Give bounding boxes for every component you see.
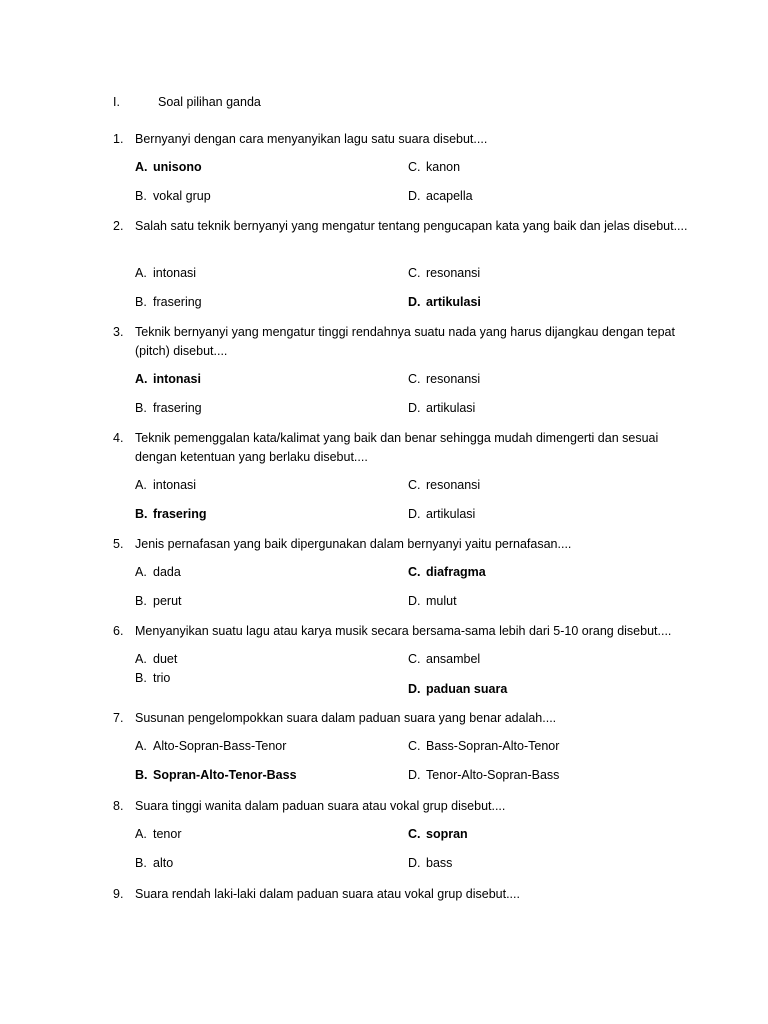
question-number: 6.: [113, 624, 124, 638]
option-b-q4: [135, 505, 207, 523]
option-text: acapella: [426, 189, 473, 203]
option-letter: B.: [135, 189, 147, 203]
option-text: paduan suara: [426, 682, 508, 696]
question-number: 5.: [113, 537, 124, 551]
option-text: frasering: [153, 401, 202, 415]
option-c-q5: [408, 563, 486, 581]
option-b-q1: [135, 187, 211, 205]
option-letter: C.: [408, 266, 421, 280]
option-text: Alto-Sopran-Bass-Tenor: [153, 739, 287, 753]
option-letter: C.: [408, 372, 421, 386]
section-title: Soal pilihan ganda: [158, 95, 261, 109]
option-text: Sopran-Alto-Tenor-Bass: [153, 768, 297, 782]
option-letter: C.: [408, 478, 421, 492]
question-text: Menyanyikan suatu lagu atau karya musik secara bersama-sama lebih dari 5-10 orang disebut....: [135, 624, 672, 638]
option-text: artikulasi: [426, 507, 476, 521]
option-letter: C.: [408, 652, 421, 666]
option-letter: B.: [135, 295, 147, 309]
option-text: unisono: [153, 160, 202, 174]
question-number: 1.: [113, 132, 124, 146]
option-text: resonansi: [426, 478, 481, 492]
option-c-q7: [408, 737, 559, 755]
option-b-q8: [135, 854, 173, 872]
option-letter: B.: [135, 768, 148, 782]
option-b-q3: [135, 399, 202, 417]
option-text: bass: [426, 856, 453, 870]
question-text: Susunan pengelompokkan suara dalam paduan suara yang benar adalah....: [135, 711, 557, 725]
option-c-q3: [408, 370, 480, 388]
option-letter: D.: [408, 856, 421, 870]
option-text: Tenor-Alto-Sopran-Bass: [426, 768, 560, 782]
option-letter: D.: [408, 768, 421, 782]
option-c-q4: [408, 476, 480, 494]
option-letter: C.: [408, 827, 421, 841]
option-letter: A.: [135, 266, 147, 280]
option-d-q2: [408, 293, 481, 311]
option-letter: B.: [135, 507, 148, 521]
question-text: Suara tinggi wanita dalam paduan suara atau vokal grup disebut....: [135, 799, 506, 813]
section-number: I.: [113, 95, 120, 109]
option-letter: B.: [135, 594, 147, 608]
option-text: alto: [153, 856, 174, 870]
question-number: 3.: [113, 325, 124, 339]
option-text: artikulasi: [426, 401, 476, 415]
question-number: 2.: [113, 219, 124, 233]
option-text: trio: [153, 671, 171, 685]
option-text: ansambel: [426, 652, 481, 666]
question-text: Salah satu teknik bernyanyi yang mengatur tentang pengucapan kata yang baik dan jelas disebut....: [135, 219, 688, 233]
option-d-q5: [408, 592, 457, 610]
option-letter: A.: [135, 372, 148, 386]
option-letter: D.: [408, 507, 421, 521]
option-text: kanon: [426, 160, 461, 174]
option-letter: A.: [135, 565, 147, 579]
question-text: Jenis pernafasan yang baik dipergunakan dalam bernyanyi yaitu pernafasan....: [135, 537, 572, 551]
option-c-q1: [408, 158, 460, 176]
option-a-q4: [135, 476, 196, 494]
option-text: resonansi: [426, 266, 481, 280]
option-text: vokal grup: [153, 189, 211, 203]
option-letter: C.: [408, 739, 421, 753]
option-letter: C.: [408, 565, 421, 579]
option-letter: A.: [135, 739, 147, 753]
option-c-q2: [408, 264, 480, 282]
question-text: Teknik pemenggalan kata/kalimat yang baik dan benar sehingga mudah dimengerti dan sesuai dengan ketentuan yang berlaku disebut....: [135, 431, 659, 464]
option-d-q3: [408, 399, 475, 417]
option-a-q2: [135, 264, 196, 282]
option-text: duet: [153, 652, 178, 666]
option-letter: D.: [408, 594, 421, 608]
option-letter: A.: [135, 160, 148, 174]
option-letter: D.: [408, 189, 421, 203]
option-d-q1: [408, 187, 473, 205]
option-text: dada: [153, 565, 181, 579]
option-d-q4: [408, 505, 475, 523]
option-b-q2: [135, 293, 202, 311]
option-text: frasering: [153, 295, 202, 309]
question-number: 9.: [113, 887, 124, 901]
option-b-q5: [135, 592, 182, 610]
question-number: 8.: [113, 799, 124, 813]
question-number: 7.: [113, 711, 124, 725]
option-text: frasering: [153, 507, 207, 521]
question-text: Bernyanyi dengan cara menyanyikan lagu satu suara disebut....: [135, 132, 488, 146]
option-text: Bass-Sopran-Alto-Tenor: [426, 739, 560, 753]
option-c-q8: [408, 825, 468, 843]
option-text: perut: [153, 594, 182, 608]
option-a-q7: [135, 737, 286, 755]
option-a-q6: [135, 650, 177, 668]
option-d-q6: [408, 680, 507, 698]
option-letter: D.: [408, 295, 421, 309]
option-text: intonasi: [153, 372, 201, 386]
option-d-q8: [408, 854, 452, 872]
option-a-q3: [135, 370, 201, 388]
option-text: diafragma: [426, 565, 486, 579]
option-a-q8: [135, 825, 182, 843]
option-d-q7: [408, 766, 559, 784]
option-letter: D.: [408, 401, 421, 415]
option-text: artikulasi: [426, 295, 481, 309]
option-b-q6: [135, 669, 170, 687]
question-text: Suara rendah laki-laki dalam paduan suara atau vokal grup disebut....: [135, 887, 520, 901]
option-letter: A.: [135, 827, 147, 841]
option-letter: B.: [135, 671, 147, 685]
option-letter: A.: [135, 652, 147, 666]
option-letter: A.: [135, 478, 147, 492]
option-text: intonasi: [153, 478, 197, 492]
option-text: sopran: [426, 827, 468, 841]
question-number: 4.: [113, 431, 124, 445]
option-b-q7: [135, 766, 297, 784]
option-c-q6: [408, 650, 480, 668]
option-a-q1: [135, 158, 202, 176]
option-text: resonansi: [426, 372, 481, 386]
option-letter: B.: [135, 856, 147, 870]
question-text: Teknik bernyanyi yang mengatur tinggi rendahnya suatu nada yang harus dijangkau dengan tepat (pitch) disebut....: [135, 325, 675, 358]
option-letter: D.: [408, 682, 421, 696]
option-text: tenor: [153, 827, 182, 841]
option-a-q5: [135, 563, 181, 581]
option-text: intonasi: [153, 266, 197, 280]
option-letter: B.: [135, 401, 147, 415]
option-text: mulut: [426, 594, 457, 608]
option-letter: C.: [408, 160, 421, 174]
